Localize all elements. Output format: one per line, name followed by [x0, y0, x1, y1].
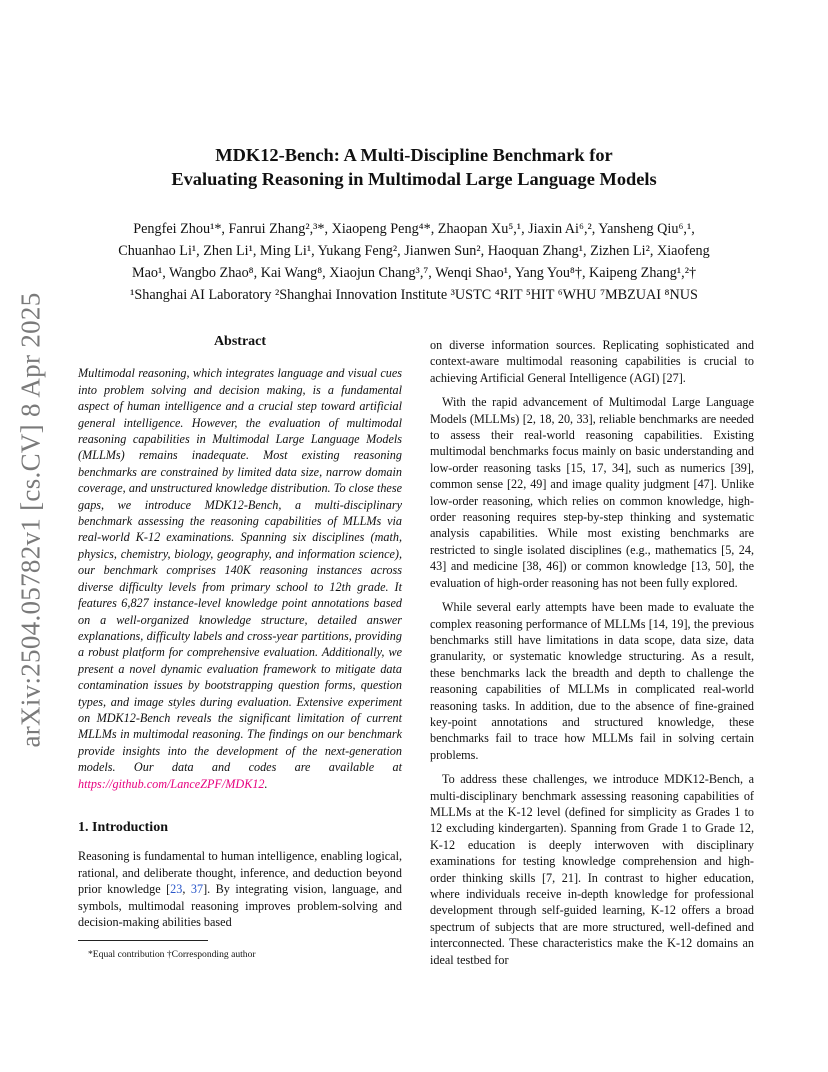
- abstract-text: [78, 365, 402, 792]
- abstract-end: .: [264, 776, 268, 791]
- intro-heading: 1. Introduction: [78, 819, 168, 835]
- footnote: *Equal contribution †Corresponding author: [88, 949, 256, 961]
- right-paragraph-3: While several early attempts have been made to evaluate the complex reasoning performance of MLLMs [14, 19], the previous benchmarks still have limitations in data scope, data size, data granularity, or systematic knowledge structuring. As a result, these benchmarks lack the breadth and depth to challenge the reasoning capabilities of MLLMs in complicated real-world reasoning tasks. In addition, due to the absence of fine-grained key-point annotations and structured knowledge, these benchmarks fail to trace how MLLMs fail in solving certain problems.: [430, 600, 754, 762]
- title-line-1: MDK12-Bench: A Multi-Discipline Benchmark for: [215, 145, 613, 165]
- intro-text-b: ,: [182, 882, 191, 897]
- citation-link[interactable]: 37: [190, 882, 204, 897]
- citation-link[interactable]: 23: [170, 882, 183, 897]
- intro-text-c: ]. By integrating vision, language, and symbols, multimodal reasoning improves problem-solving and decision-making abilities based: [78, 882, 402, 929]
- arxiv-side-label: [9, 280, 53, 760]
- intro-text-a: Reasoning is fundamental to human intelligence, enabling logical, rational, and deliberate thought, inference, and deduction beyond prior knowledge [: [78, 849, 402, 897]
- author-line-2: Chuanhao Li¹, Zhen Li¹, Ming Li¹, Yukang Feng², Jianwen Sun², Haoquan Zhang¹, Zizhen Li², Xiaofeng: [118, 243, 710, 259]
- right-paragraph-1: on diverse information sources. Replicating sophisticated and context-aware multimodal reasoning capabilities is crucial to achieving Artificial General Intelligence (AGI) [27].: [430, 338, 754, 385]
- abstract-heading: Abstract: [213, 334, 267, 349]
- footnote-rule: [78, 940, 208, 941]
- author-line-1: Pengfei Zhou¹*, Fanrui Zhang²,³*, Xiaopeng Peng⁴*, Zhaopan Xu⁵,¹, Jiaxin Ai⁶,², Yansheng Qiu⁶,¹,: [133, 221, 695, 237]
- arxiv-id-text: arXiv:2504.05782v1 [cs.CV] 8 Apr 2025: [15, 292, 46, 748]
- right-paragraph-2: With the rapid advancement of Multimodal Large Language Models (MLLMs) [2, 18, 20, 33], reliable benchmarks are needed to assess their real-world reasoning capabilities. Existing multimodal benchmarks focus mainly on basic understanding and low-order reasoning tasks [15, 17, 34], such as numerics [39], common sense [22, 49] and image quality judgment [47]. Unlike low-order reasoning, which relies on common knowledge, high-order reasoning requires step-by-step thinking and systematic analysis capabilities. While most existing benchmarks are restricted to single isolated disciplines (e.g., mathematics [5, 24, 43] and medicine [38, 46]) or common knowledge [13, 50], the evaluation of high-order reasoning has not been fully explored.: [430, 395, 754, 590]
- author-line-3: Mao¹, Wangbo Zhao⁸, Kai Wang⁸, Xiaojun Chang³,⁷, Wenqi Shao¹, Yang You⁸†, Kaipeng Zhang¹,²†: [131, 265, 697, 281]
- paper-title: [0, 143, 828, 191]
- right-column: [430, 337, 754, 968]
- affiliations: ¹Shanghai AI Laboratory ²Shanghai Innovation Institute ³USTC ⁴RIT ⁵HIT ⁶WHU ⁷MBZUAI ⁸NUS: [130, 287, 698, 303]
- code-link[interactable]: https://github.com/LanceZPF/MDK12: [78, 776, 265, 791]
- left-column: [78, 334, 402, 964]
- intro-paragraph-1: [78, 848, 402, 930]
- author-block: [60, 218, 768, 306]
- abstract-body: Multimodal reasoning, which integrates language and visual cues into problem solving and decision making, is a fundamental aspect of human intelligence and a crucial step toward artificial general intelligence. However, the evaluation of multimodal reasoning capabilities in Multimodal Large Language Models (MLLMs) remains inadequate. Most existing reasoning benchmarks are constrained by limited data size, narrow domain coverage, and unstructured knowledge distribution. To close these gaps, we introduce MDK12-Bench, a multi-disciplinary benchmark assessing the reasoning capabilities of MLLMs via real-world K-12 examinations. Spanning six disciplines (math, physics, chemistry, biology, geography, and information science), our benchmark comprises 140K reasoning instances across diverse difficulty levels from primary school to 12th grade. It features 6,827 instance-level knowledge point annotations based on a well-organized knowledge structure, detailed answer explanations, difficulty labels and cross-year partitions, providing a robust platform for comprehensive evaluation. Additionally, we present a novel dynamic evaluation framework to mitigate data contamination issues by bootstrapping question forms, question types, and image styles during evaluation. Extensive experiment on MDK12-Bench reveals the significant limitation of current MLLMs in multimodal reasoning. The findings on our benchmark provide insights into the development of the next-generation models. Our data and codes are available at: [78, 366, 402, 775]
- right-paragraph-4: To address these challenges, we introduce MDK12-Bench, a multi-disciplinary benchmark assessing reasoning capabilities of MLLMs at the K-12 level (defined for simplicity as Grades 1 to 12 excluding kindergarten). Spanning from Grade 1 to Grade 12, K-12 education is deeply interwoven with disciplinary examinations for testing knowledge comprehension and high-order thinking skills [7, 21]. In contrast to higher education, where individuals receive in-depth knowledge for professional development through self-guided learning, K-12 offers a broad spectrum of subjects that are more structured, well-defined and interconnected. These characteristics make the K-12 domains an ideal testbed for: [430, 772, 754, 967]
- title-line-2: Evaluating Reasoning in Multimodal Large Language Models: [171, 169, 657, 189]
